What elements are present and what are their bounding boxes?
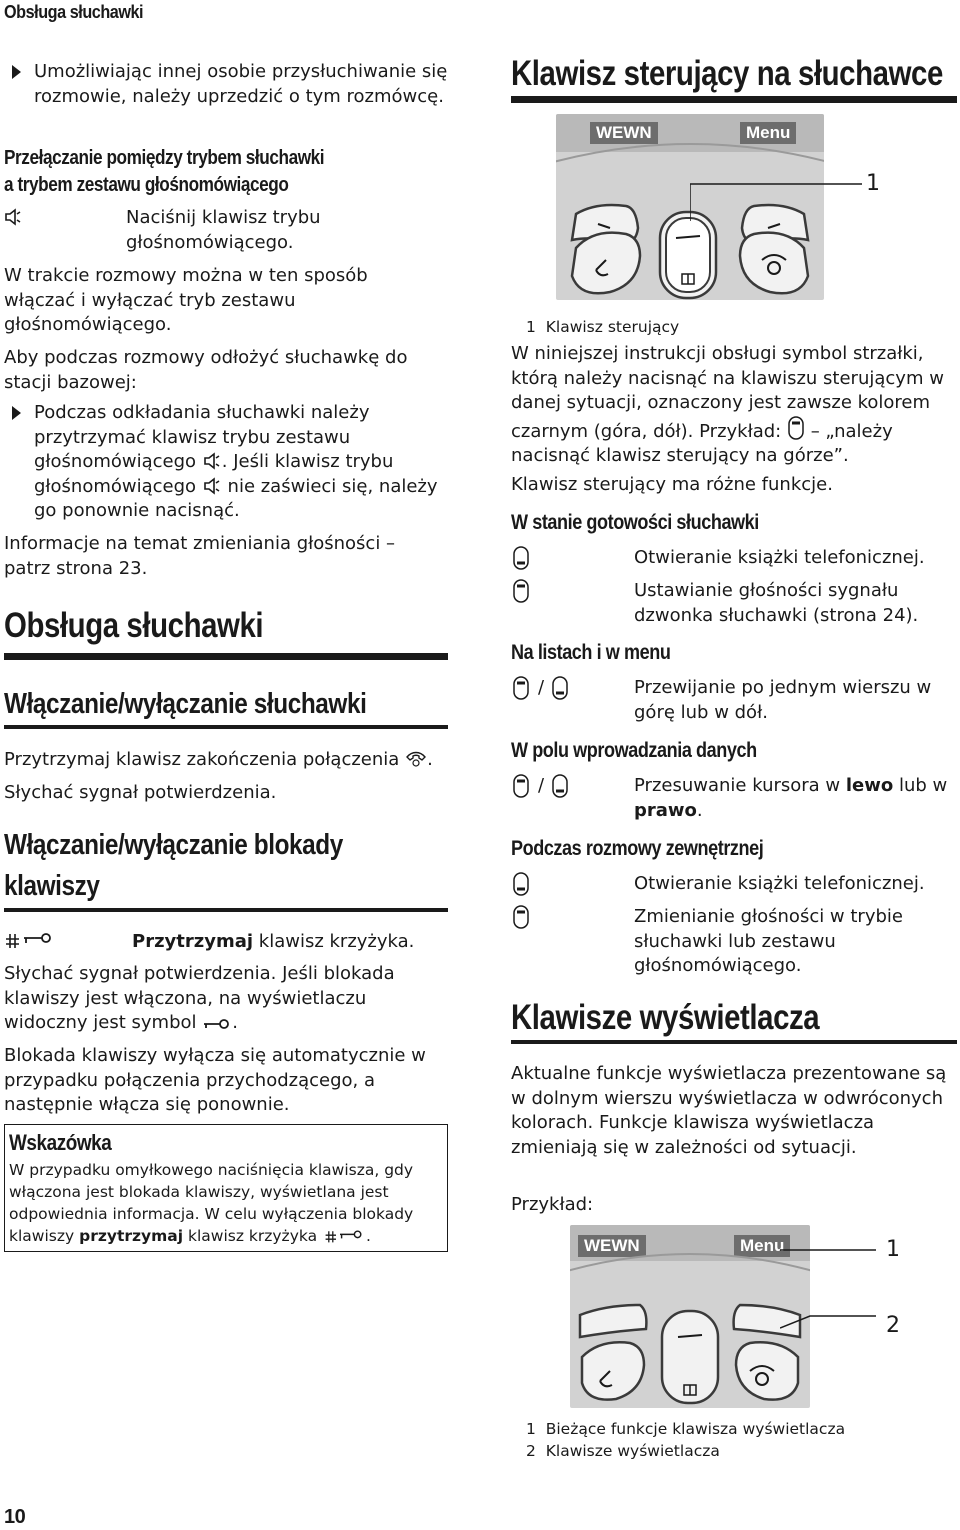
display-keys-text: Aktualne funkcje wyświetlacza prezentowane są w dolnym wierszu wyświetlacza w odwróconych kolorach. Funkcje klawisza wyświetlacza zmieniają się w zależności od sytuacji.: [511, 1063, 947, 1158]
speaker-key-icon: [202, 452, 222, 470]
slash-separator: /: [538, 677, 545, 698]
display-keys-rule: [511, 1040, 957, 1044]
caption-display-functions: 1 Bieżące funkcje klawisza wyświetlacza: [526, 1420, 846, 1438]
control-key-down-icon: [512, 872, 530, 896]
key-symbol-icon: [202, 1017, 232, 1031]
control-key-up-icon: [512, 579, 530, 603]
call-title: Podczas rozmowy zewnętrznej: [511, 837, 764, 860]
keylock-auto-text: Blokada klawiszy wyłącza się automatycznie w przypadku połączenia przychodzącego, a następnie włącza się ponownie.: [4, 1045, 426, 1115]
control-key-up-icon: [512, 905, 530, 929]
control-key-down-icon: [551, 676, 569, 700]
softkey-menu: Menu: [740, 122, 796, 144]
call-down-text: Otwieranie książki telefonicznej.: [634, 873, 925, 894]
callout2-number-1: 1: [886, 1237, 900, 1262]
note-text: W przypadku omyłkowego naciśnięcia klawisza, gdy włączona jest blokada klawiszy, wyświetlana jest odpowiednia informacja. W celu wyłączenia blokady klawiszy przytrzymaj klawisz krzyżyka .: [9, 1161, 414, 1245]
hash-key-icon: [322, 1228, 366, 1244]
bullet-arrow-icon: [12, 406, 21, 420]
arrow-symbol-explanation: W niniejszej instrukcji obsługi symbol strzałki, którą należy nacisnąć na klawiszu sterującym w danej sytuacji, oznaczony jest zawsze kolorem czarnym (góra, dół). Przykład: – „należy nacisnąć klawisz sterujący na górze”.: [511, 343, 944, 466]
lists-text: Przewijanie po jednym wierszu w górę lub w dół.: [634, 677, 932, 723]
press-speaker-text: Naciśnij klawisz trybu głośnomówiącego.: [126, 207, 321, 253]
onoff-text: Przytrzymaj klawisz zakończenia połączenia .: [4, 749, 433, 770]
example-label: Przykład:: [511, 1194, 594, 1215]
control-key-up-icon: [512, 676, 530, 700]
softkey-menu-2: Menu: [734, 1235, 790, 1257]
note-box: [4, 1124, 448, 1252]
switch-mode-heading-line2: a trybem zestawu głośnomówiącego: [4, 174, 289, 196]
bullet-arrow-icon: [12, 65, 21, 79]
hash-key-icon: [4, 930, 54, 958]
onoff-confirm-text: Słychać sygnał potwierdzenia.: [4, 782, 277, 803]
running-header: Obsługa słuchawki: [4, 2, 144, 22]
standby-title: W stanie gotowości słuchawki: [511, 511, 759, 534]
speaker-key-icon: [4, 208, 22, 234]
handset-keys-drawing-2: [570, 1225, 810, 1408]
section-title: Obsługa słuchawki: [4, 606, 264, 645]
input-text: Przesuwanie kursora w lewo lub w prawo.: [634, 775, 948, 821]
softkey-wewn: WEWN: [590, 122, 658, 144]
callout-number-1: 1: [866, 171, 880, 196]
callout-line-1: [690, 176, 890, 226]
softkey-wewn-2: WEWN: [578, 1235, 646, 1257]
control-key-up-icon: [512, 774, 530, 798]
section-rule: [4, 653, 448, 660]
control-key-functions-text: Klawisz sterujący ma różne funkcje.: [511, 474, 833, 495]
keylock-info-text: Słychać sygnał potwierdzenia. Jeśli blokada klawiszy jest włączona, na wyświetlaczu widoczny jest symbol .: [4, 963, 395, 1033]
speaker-key-icon: [202, 477, 222, 495]
bullet-eavesdrop: Umożliwiając innej osobie przysłuchiwanie się rozmowie, należy uprzedzić o tym rozmówcę.: [4, 60, 474, 109]
callout2-number-2: 2: [886, 1313, 900, 1338]
page-number: 10: [4, 1506, 26, 1528]
onoff-title: Włączanie/wyłączanie słuchawki: [4, 688, 367, 720]
slash-separator: /: [538, 775, 545, 796]
lists-title: Na listach i w menu: [511, 641, 671, 664]
call-up-text: Zmienianie głośności w trybie słuchawki lub zestawu głośnomówiącego.: [634, 906, 903, 976]
keylock-hold-text: Przytrzymaj klawisz krzyżyka.: [132, 931, 415, 952]
caption-display-keys: 2 Klawisze wyświetlacza: [526, 1442, 720, 1460]
note-title: Wskazówka: [9, 1130, 112, 1155]
control-key-down-icon: [512, 546, 530, 570]
onoff-rule: [4, 725, 448, 729]
keylock-title-line1: Włączanie/wyłączanie blokady: [4, 829, 343, 861]
control-key-up-icon: [787, 416, 805, 440]
handset-illustration-2: [570, 1225, 810, 1408]
caption-control-key: 1 Klawisz sterujący: [526, 318, 680, 336]
speaker-toggle-text: W trakcie rozmowy można w ten sposób włączać i wyłączać tryb zestawu głośnomówiącego.: [4, 265, 368, 335]
standby-up-text: Ustawianie głośności sygnału dzwonka słuchawki (strona 24).: [634, 580, 919, 626]
callout-lines-2: [780, 1236, 880, 1336]
end-call-key-icon: [405, 750, 427, 768]
keylock-rule: [4, 908, 448, 912]
switch-mode-heading-line1: Przełączanie pomiędzy trybem słuchawki: [4, 147, 325, 169]
control-key-rule: [511, 96, 957, 103]
input-title: W polu wprowadzania danych: [511, 739, 757, 762]
standby-down-text: Otwieranie książki telefonicznej.: [634, 547, 925, 568]
bullet-hold-speaker: Podczas odkładania słuchawki należy przytrzymać klawisz trybu zestawu głośnomówiącego . Jeśli klawisz trybu głośnomówiącego nie zaświeci się, należy go ponownie nacisnąć.: [4, 401, 454, 524]
volume-info-text: Informacje na temat zmieniania głośności – patrz strona 23.: [4, 533, 396, 579]
keylock-title-line2: klawiszy: [4, 870, 100, 902]
place-in-base-text: Aby podczas rozmowy odłożyć słuchawkę do stacji bazowej:: [4, 347, 408, 393]
control-key-down-icon: [551, 774, 569, 798]
control-key-title: Klawisz sterujący na słuchawce: [511, 54, 943, 93]
display-keys-title: Klawisze wyświetlacza: [511, 998, 820, 1037]
